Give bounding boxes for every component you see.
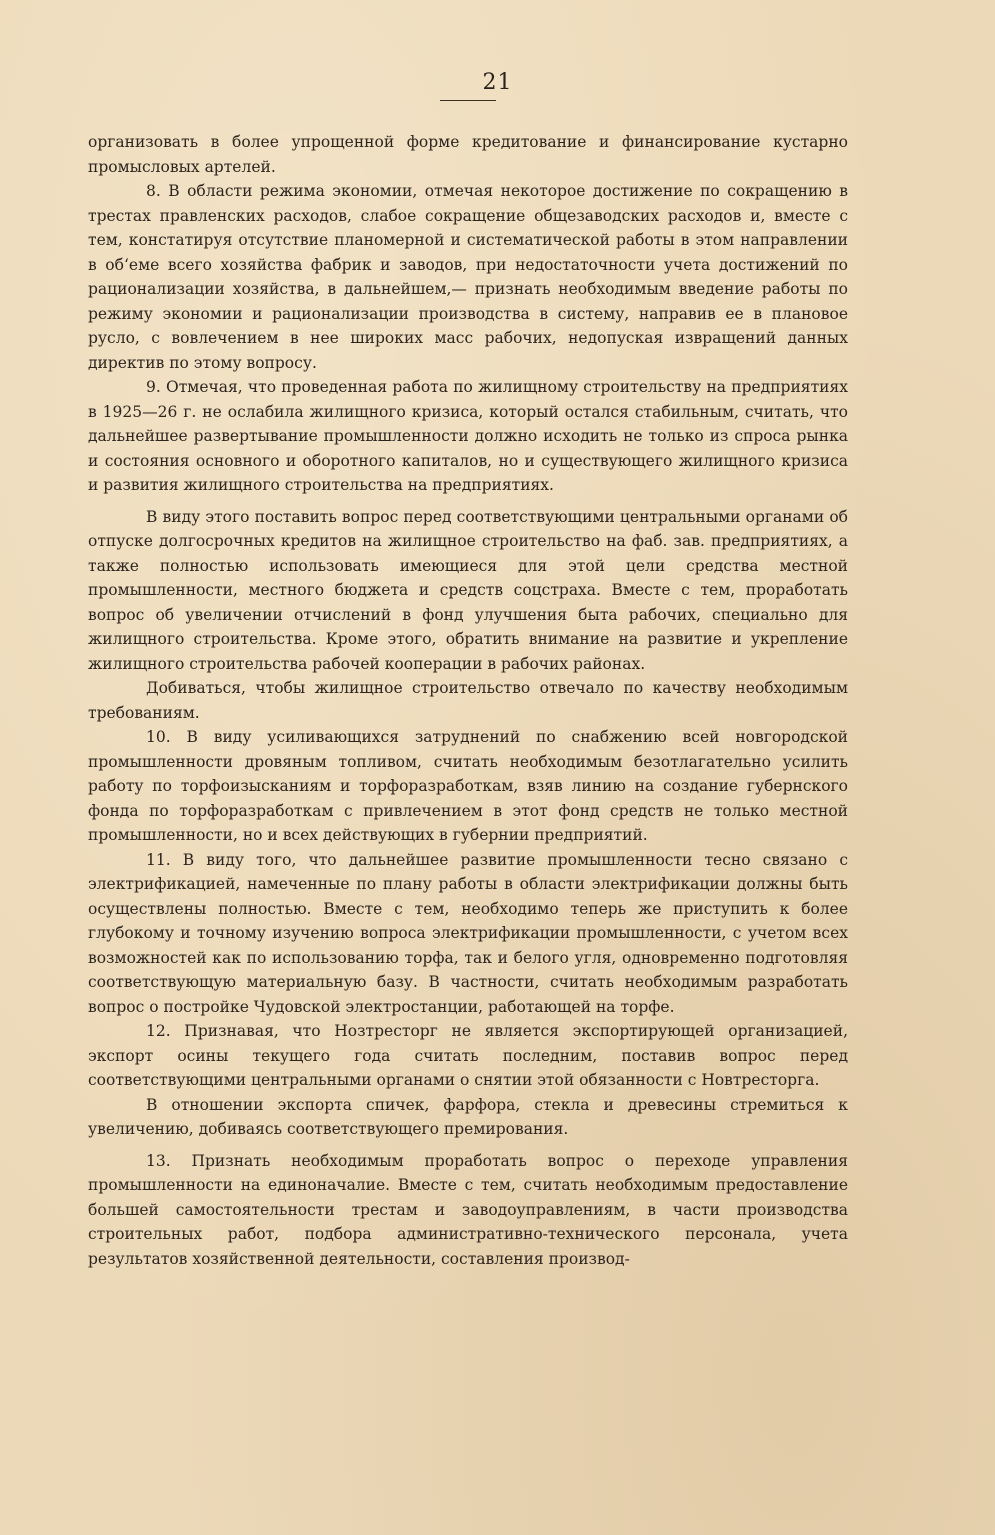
paragraph-item-8: 8. В области режима экономии, отмечая некоторое достижение по сокращению в трестах правленских расходов, слабое сокращение общезаводских расходов и, вместе с тем, констатируя отсутствие планомерной и систематической работы в этом направлении в об‘еме всего хозяйства фабрик и заводов, при недостаточности учета достижений по рационализации хозяйства, в дальнейшем,— признать необходимым введение работы по режиму экономии и рационализации производства в систему, направив ее в плановое русло, с вовлечением в нее широких масс рабочих, недопуская извращений данных директив по этому вопросу. — [88, 182, 848, 372]
paragraph-item-12: 12. Признавая, что Нозтресторг не является экспортирующей организацией, экспорт осины текущего года считать последним, поставив вопрос перед соответствующими центральными органами о снятии этой обязанности с Новтресторга. — [88, 1022, 848, 1089]
page-number: 21 — [482, 70, 513, 95]
paragraph-housing-quality: Добиваться, чтобы жилищное строительство отвечало по качеству необходимым требованиям. — [88, 679, 848, 722]
paragraph-item-11: 11. В виду того, что дальнейшее развитие промышленности тесно связано с электрификацией, намеченные по плану работы в области электрификации должны быть осуществлены полностью. Вместе с тем, необходимо теперь же приступить к более глубокому и точному изучению вопроса электрификации промышленности, с учетом всех возможностей как по использованию торфа, так и белого угля, одновременно подготовляя соответствующую материальную базу. В частности, считать необходимым разработать вопрос о постройке Чудовской электростанции, работающей на торфе. — [88, 850, 848, 1016]
paragraph-housing-credits: В виду этого поставить вопрос перед соответствующими центральными органами об отпуске долгосрочных кредитов на жилищное строительство на фаб. зав. предприятиях, а также полностью использовать имеющиеся для этой цели средства местной промышленности, местного бюджета и средств соцстраха. Вместе с тем, проработать вопрос об увеличении отчислений в фонд улучшения быта рабочих, специально для жилищного строительства. Кроме этого, обратить внимание на развитие и укрепление жилищного строительства рабочей кооперации в рабочих районах. — [88, 507, 848, 673]
paragraph-item-9: 9. Отмечая, что проведенная работа по жилищному строительству на предприятиях в 1925—26 г. не ослабила жилищного кризиса, который остался стабильным, считать, что дальнейшее развертывание промышленности должно исходить не только из спроса рынка и состояния основного и оборотного капиталов, но и существующего жилищного кризиса и развития жилищного строительства на предприятиях. — [88, 378, 848, 494]
paragraph-export: В отношении экспорта спичек, фарфора, стекла и древесины стремиться к увеличению, добиваясь соответствующего премирования. — [88, 1095, 848, 1138]
document-body — [88, 130, 848, 1271]
paragraph-item-13: 13. Признать необходимым проработать вопрос о переходе управления промышленности на единоначалие. Вместе с тем, считать необходимым предоставление большей самостоятельности трестам и заводоуправлениям, в части производства строительных работ, подбора административно-технического персонала, учета результатов хозяйственной деятельности, составления производ- — [88, 1151, 848, 1268]
paragraph-continuation: организовать в более упрощенной форме кредитование и финансирование кустарно промысловых артелей. — [88, 133, 848, 176]
paragraph-item-10: 10. В виду усиливающихся затруднений по снабжению всей новгородской промышленности дровяным топливом, считать необходимым безотлагательно усилить работу по торфоизысканиям и торфоразработкам, взяв линию на создание губернского фонда по торфоразработкам с привлечением в этот фонд средств не только местной промышленности, но и всех действующих в губернии предприятий. — [88, 728, 848, 844]
page-number-rule — [440, 100, 496, 101]
